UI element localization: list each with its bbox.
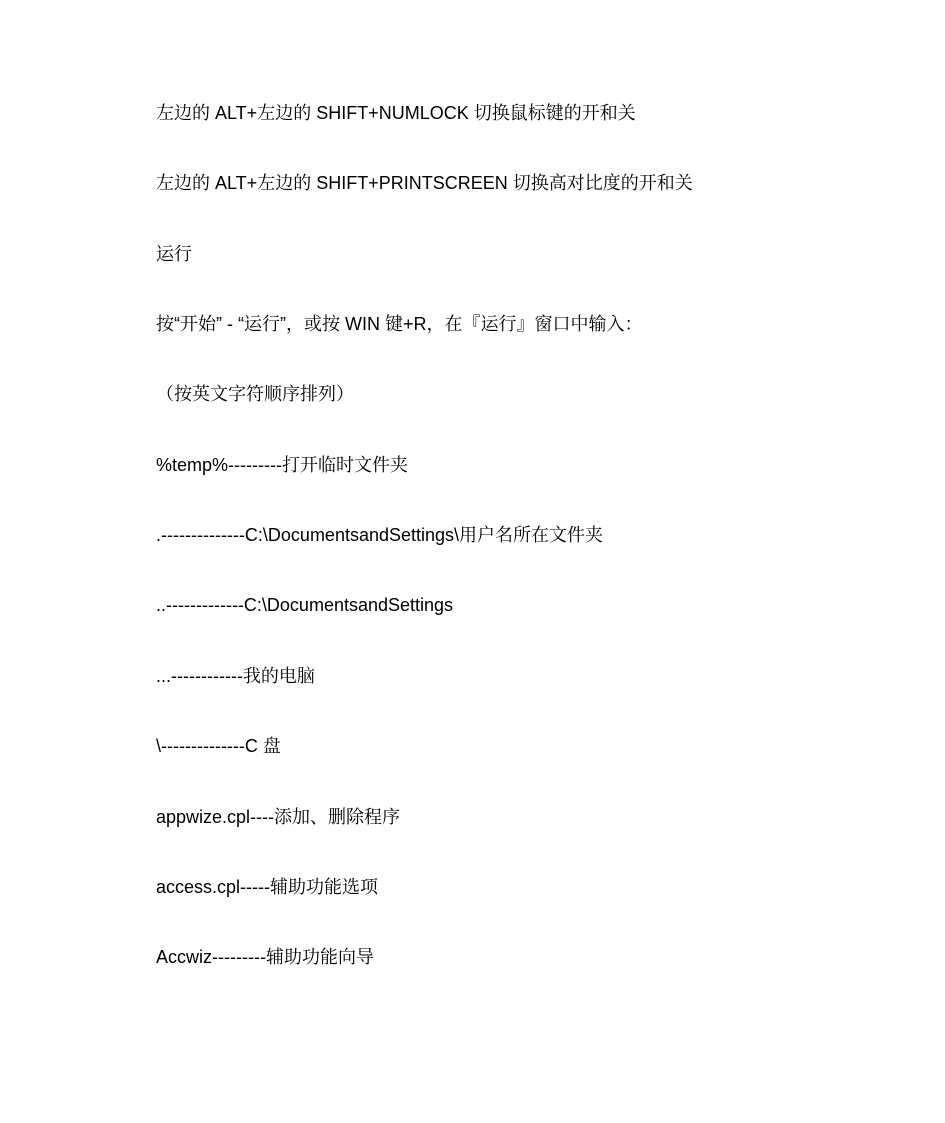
list-item-backslash: \--------------C 盘: [156, 736, 281, 756]
list-item-accwiz: Accwiz---------辅助功能向导: [156, 947, 374, 967]
list-item-double-dot: ..-------------C:\DocumentsandSettings: [156, 595, 454, 615]
text-line-mousekeys-shortcut: 左边的 ALT+左边的 SHIFT+NUMLOCK 切换鼠标键的开和关: [156, 103, 636, 123]
text-line-sort-note: （按英文字符顺序排列）: [156, 384, 354, 404]
list-item-access: access.cpl-----辅助功能选项: [156, 877, 379, 897]
list-item-appwiz: appwize.cpl----添加、删除程序: [156, 807, 401, 827]
text-line-high-contrast-shortcut: 左边的 ALT+左边的 SHIFT+PRINTSCREEN 切换高对比度的开和关: [156, 173, 693, 193]
text-line-run-instructions: 按“开始” - “运行”，或按 WIN 键+R，在『运行』窗口中输入：: [156, 314, 643, 334]
list-item-dot: .--------------C:\DocumentsandSettings\用户名所在文件夹: [156, 525, 604, 545]
section-heading-run: 运行: [156, 244, 192, 264]
list-item-temp: %temp%---------打开临时文件夹: [156, 455, 408, 475]
list-item-triple-dot: ...------------我的电脑: [156, 666, 315, 686]
